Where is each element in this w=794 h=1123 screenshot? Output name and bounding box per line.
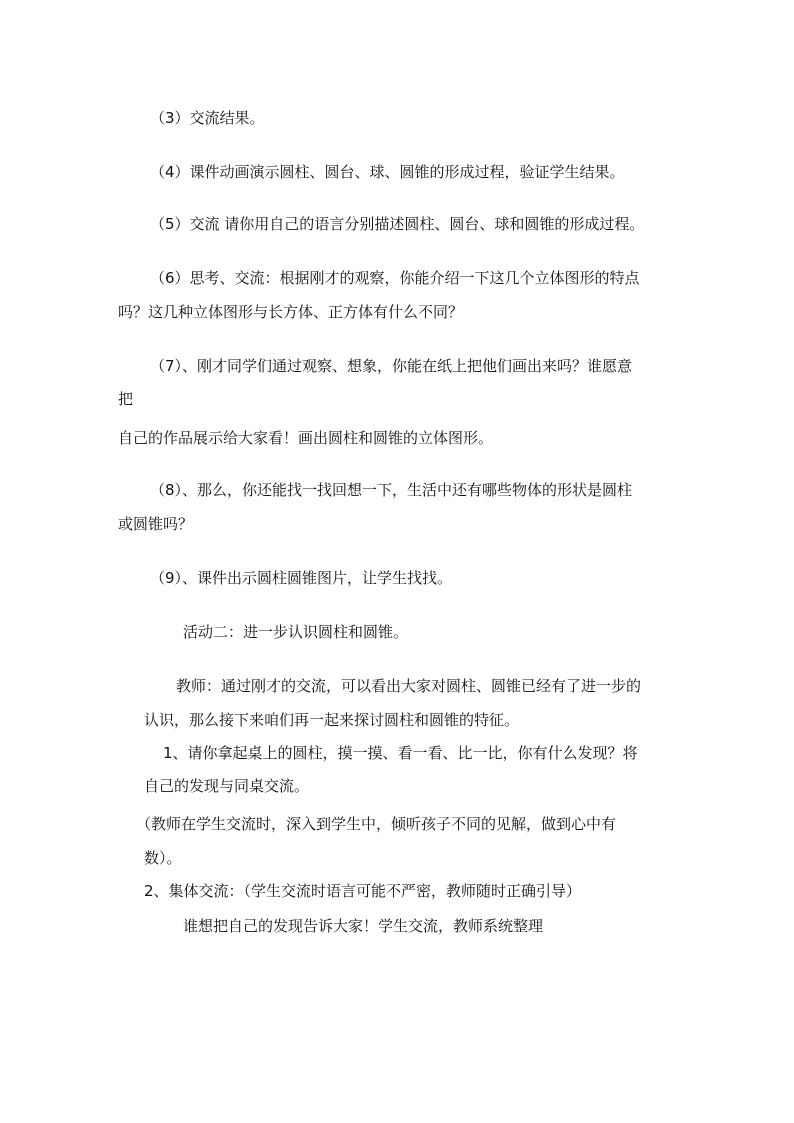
- step-7-text-line-2: 把: [118, 390, 134, 408]
- teacher-note-line-1: （教师在学生交流时，深入到学生中，倾听孩子不同的见解，做到心中有: [136, 815, 617, 833]
- step-5-text: （5）交流 请你用自己的语言分别描述圆柱、圆台、球和圆锥的形成过程。: [150, 215, 645, 233]
- step-6-text-line-2: 吗？这几种立体图形与长方体、正方体有什么不同？: [118, 303, 464, 321]
- item-1-text-line-2: 自己的发现与同桌交流。: [144, 777, 310, 795]
- step-8-text-line-2: 或圆锥吗？: [118, 515, 194, 533]
- step-3-text: （3）交流结果。: [150, 109, 265, 127]
- step-8-text-line-1: （8）、那么，你还能找一找回想一下，生活中还有哪些物体的形状是圆柱: [150, 481, 633, 499]
- step-7-text-line-1: （7）、刚才同学们通过观察、想象，你能在纸上把他们画出来吗？谁愿意: [150, 357, 633, 375]
- item-1-text-line-1: 1、请你拿起桌上的圆柱，摸一摸、看一看、比一比，你有什么发现？将: [163, 744, 638, 762]
- step-9-text: （9）、课件出示圆柱圆锥图片，让学生找找。: [150, 569, 453, 587]
- teacher-note-line-2: 数）。: [144, 849, 182, 867]
- teacher-text-line-1: 教师：通过刚才的交流，可以看出大家对圆柱、圆锥已经有了进一步的: [176, 677, 642, 695]
- closing-text: 谁想把自己的发现告诉大家！学生交流，教师系统整理: [183, 917, 544, 935]
- step-6-text-line-1: （6）思考、交流：根据刚才的观察，你能介绍一下这几个立体图形的特点: [150, 269, 640, 287]
- item-2-text: 2、集体交流：（学生交流时语言可能不严密，教师随时正确引导）: [144, 882, 582, 900]
- teacher-text-line-2: 认识，那么接下来咱们再一起来探讨圆柱和圆锥的特征。: [144, 711, 520, 729]
- step-7-text-line-3: 自己的作品展示给大家看！画出圆柱和圆锥的立体图形。: [118, 429, 494, 447]
- activity-2-heading: 活动二：进一步认识圆柱和圆锥。: [183, 623, 409, 641]
- step-4-text: （4）课件动画演示圆柱、圆台、球、圆锥的形成过程，验证学生结果。: [150, 163, 625, 181]
